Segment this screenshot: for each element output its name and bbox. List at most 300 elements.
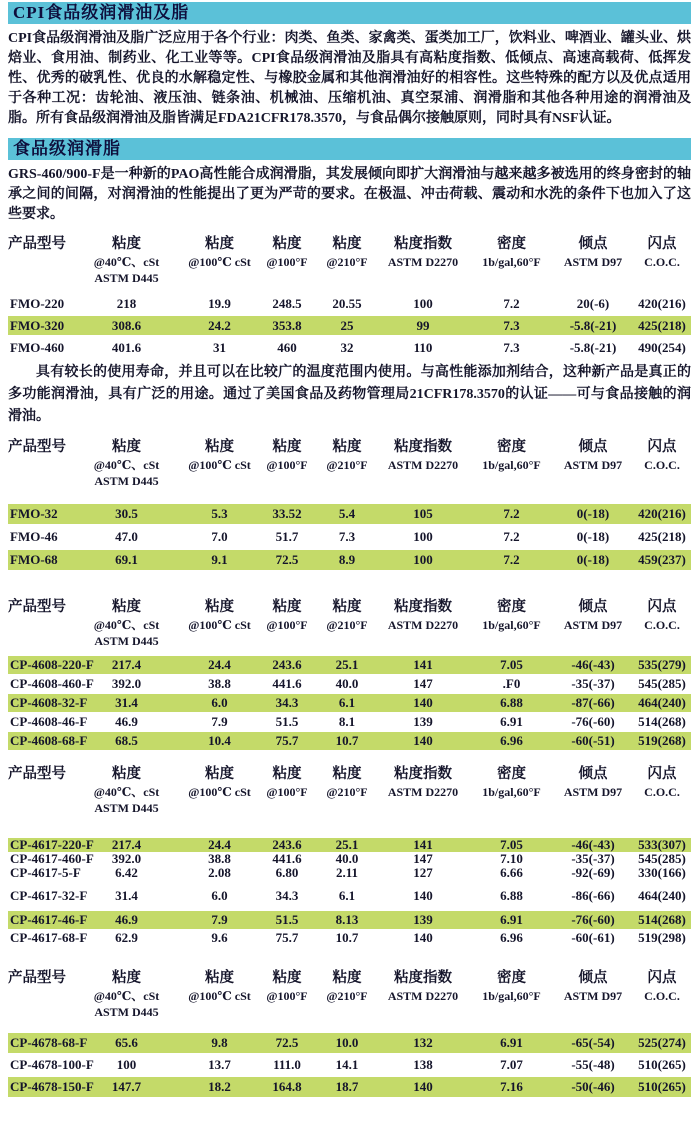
spec-value-cell: 100 [116, 1057, 137, 1072]
spec-value-cell: 9.6 [211, 930, 228, 945]
header-label: 闪点 [647, 236, 677, 252]
spec-value-cell: 31.4 [115, 695, 138, 710]
header-label: 倾点 [578, 599, 608, 615]
spec-value-cell: 14.1 [335, 1057, 359, 1072]
column-header-model [8, 597, 70, 649]
header-sublabel: ASTM D2270 [387, 458, 459, 472]
spec-value-cell: 425(218) [638, 318, 686, 333]
spec-value-cell: 490(254) [638, 340, 686, 355]
header-label: 粘度 [332, 599, 362, 615]
spec-value-cell: .F0 [502, 676, 521, 691]
spec-value-cell: 7.0 [211, 529, 228, 544]
column-header [376, 764, 470, 816]
column-header [376, 234, 470, 286]
spec-value-cell: 75.7 [275, 930, 299, 945]
spec-value-cell: 147.7 [111, 1079, 142, 1094]
spec-value-cell: 545(285) [638, 676, 686, 691]
header-label: 密度 [497, 236, 526, 252]
product-row [8, 338, 691, 357]
spec-value-cell: 10.4 [208, 733, 231, 748]
spec-value-cell: -46(-43) [571, 837, 615, 852]
spec-value-cell: 308.6 [111, 318, 142, 333]
spec-value-cell: 425(218) [638, 529, 686, 544]
header-label: 闪点 [647, 766, 677, 782]
spec-value-cell: 6.91 [500, 912, 523, 927]
header-label: 粘度 [205, 599, 234, 615]
header-label: 粘度 [332, 766, 362, 782]
spec-value-cell: 7.2 [503, 506, 520, 521]
header-sublabel: C.O.C. [644, 618, 680, 632]
spec-value-cell: 248.5 [272, 296, 302, 311]
spec-value-cell: 19.9 [208, 296, 231, 311]
column-header [553, 764, 633, 816]
product-row [8, 316, 691, 335]
spec-value-cell: 6.91 [500, 1035, 523, 1050]
spec-value-cell: 7.2 [503, 552, 520, 567]
cp-4608-series-table [8, 597, 691, 750]
spec-value-cell: -92(-69) [571, 865, 615, 880]
header-label: 倾点 [578, 236, 608, 252]
spec-value-cell: 147 [413, 676, 433, 691]
header-sublabel: C.O.C. [644, 785, 680, 799]
spec-value-cell: 6.1 [338, 888, 356, 903]
spec-value-cell: -86(-66) [571, 888, 615, 903]
spec-value-cell: 100 [413, 529, 433, 544]
spec-value-cell: 7.10 [500, 851, 523, 866]
spec-value-cell: 8.9 [338, 552, 356, 567]
cp-4617-series-table [8, 764, 691, 947]
spec-value-cell: -5.8(-21) [569, 318, 617, 333]
product-model-cell: FMO-46 [10, 529, 58, 544]
spec-value-cell: 127 [413, 865, 433, 880]
spec-value-cell: 8.1 [338, 714, 356, 729]
column-header [470, 234, 553, 286]
header-label: 粘度 [205, 970, 234, 986]
spec-value-cell: -46(-43) [571, 657, 615, 672]
header-label: 倾点 [578, 439, 608, 455]
column-header-model [8, 437, 70, 489]
section-title-grease: 食品级润滑脂 [13, 139, 121, 158]
header-sublabel: @40℃、cSt [93, 618, 160, 632]
spec-value-cell: 533(307) [638, 837, 686, 852]
header-sublabel: ASTM D97 [563, 255, 623, 269]
product-row [8, 866, 691, 880]
spec-value-cell: 7.2 [503, 296, 520, 311]
column-header [256, 234, 318, 286]
header-sublabel: @40℃、cSt [93, 989, 160, 1003]
spec-value-cell: 132 [413, 1035, 433, 1050]
table-header-row [8, 437, 691, 489]
product-row [8, 732, 691, 750]
spec-value-cell: 38.8 [208, 676, 231, 691]
spec-value-cell: 34.3 [275, 888, 299, 903]
spec-value-cell: 69.1 [115, 552, 138, 567]
section-title-bar-grease [8, 138, 691, 160]
header-sublabel: @40℃、cSt [93, 458, 160, 472]
column-header [70, 764, 183, 816]
product-model-cell: CP-4608-68-F [10, 733, 88, 748]
spec-value-cell: 353.8 [272, 318, 302, 333]
header-sublabel: ASTM D445 [94, 271, 159, 285]
spec-value-cell: 46.9 [115, 714, 138, 729]
column-header [633, 234, 691, 286]
spec-value-cell: 7.3 [338, 529, 356, 544]
spec-value-cell: 138 [413, 1057, 433, 1072]
column-header-model [8, 764, 70, 816]
spec-value-cell: 164.8 [272, 1079, 302, 1094]
header-sublabel: C.O.C. [644, 255, 680, 269]
header-label: 粘度 [272, 766, 302, 782]
header-label: 粘度 [205, 766, 234, 782]
header-label: 闪点 [647, 599, 677, 615]
spec-value-cell: 392.0 [111, 676, 142, 691]
spec-value-cell: 243.6 [272, 657, 302, 672]
product-row [8, 656, 691, 674]
spec-value-cell: 6.80 [275, 865, 299, 880]
spec-value-cell: 401.6 [111, 340, 142, 355]
column-header [633, 437, 691, 489]
spec-value-cell: 459(237) [638, 552, 686, 567]
product-model-cell: FMO-32 [10, 506, 58, 521]
product-model-cell: CP-4678-68-F [10, 1035, 88, 1050]
product-row [8, 911, 691, 929]
spec-value-cell: -65(-54) [571, 1035, 615, 1050]
spec-value-cell: 420(216) [638, 296, 686, 311]
spec-value-cell: 519(268) [638, 733, 686, 748]
header-label: 密度 [497, 599, 526, 615]
header-label: 密度 [497, 766, 526, 782]
header-sublabel: ASTM D445 [94, 474, 159, 488]
header-sublabel: @100°F [266, 989, 308, 1003]
header-label: 密度 [497, 439, 526, 455]
spec-value-cell: 25.1 [335, 837, 359, 852]
column-header [70, 597, 183, 649]
column-header [633, 968, 691, 1020]
header-sublabel: ASTM D97 [563, 458, 623, 472]
header-sublabel: @210°F [326, 785, 368, 799]
spec-value-cell: 2.08 [208, 865, 231, 880]
column-header-model [8, 968, 70, 1020]
spec-value-cell: 72.5 [275, 552, 299, 567]
header-sublabel: C.O.C. [644, 458, 680, 472]
spec-value-cell: 40.0 [335, 851, 359, 866]
header-label: 产品型号 [8, 970, 66, 986]
spec-value-cell: -60(-61) [571, 930, 615, 945]
spec-value-cell: 105 [413, 506, 433, 521]
header-sublabel: 1b/gal,60°F [482, 458, 541, 472]
spec-value-cell: -5.8(-21) [569, 340, 617, 355]
header-label: 产品型号 [8, 439, 66, 455]
spec-value-cell: 32 [340, 340, 354, 355]
spec-value-cell: 62.9 [115, 930, 138, 945]
spec-value-cell: 7.07 [500, 1057, 523, 1072]
spec-value-cell: 51.7 [275, 529, 299, 544]
column-header [376, 597, 470, 649]
spec-value-cell: 140 [413, 695, 433, 710]
spec-value-cell: 464(240) [638, 888, 686, 903]
spec-value-cell: 18.7 [335, 1079, 359, 1094]
spec-value-cell: 38.8 [208, 851, 231, 866]
spec-value-cell: -55(-48) [571, 1057, 615, 1072]
column-header [70, 234, 183, 286]
product-model-cell: FMO-220 [10, 296, 65, 311]
fmo-light-grades-table [8, 437, 691, 570]
product-row [8, 294, 691, 313]
grease-intro-paragraph: GRS-460/900-F是一种新的PAO高性能合成润滑脂，其发展倾向即扩大润滑油与越来越多被选用的终身密封的轴承之间的间隔，对润滑油的性能提出了更为严苛的要求。在极温、冲击荷载、震动和水洗的条件下也加入了这些要求。 [8, 167, 691, 222]
header-sublabel: ASTM D2270 [387, 989, 459, 1003]
header-sublabel: @210°F [326, 618, 368, 632]
spec-value-cell: 34.3 [275, 695, 299, 710]
header-sublabel: ASTM D2270 [387, 255, 459, 269]
header-label: 产品型号 [8, 236, 66, 252]
spec-value-cell: -60(-51) [571, 733, 615, 748]
spec-value-cell: 7.05 [500, 837, 523, 852]
spec-value-cell: 441.6 [272, 676, 302, 691]
spec-value-cell: 139 [413, 912, 433, 927]
product-row [8, 852, 691, 866]
header-sublabel: 1b/gal,60°F [482, 989, 541, 1003]
header-label: 粘度 [332, 439, 362, 455]
header-label: 粘度指数 [394, 599, 452, 615]
spec-value-cell: 7.3 [503, 340, 520, 355]
spec-value-cell: 10.0 [335, 1035, 359, 1050]
column-header [256, 597, 318, 649]
column-header [376, 968, 470, 1020]
spec-value-cell: 6.96 [500, 930, 523, 945]
spec-value-cell: 0(-18) [576, 529, 610, 544]
spec-value-cell: 68.5 [115, 733, 138, 748]
spec-value-cell: 2.11 [335, 865, 359, 880]
column-header [376, 437, 470, 489]
header-label: 密度 [497, 970, 526, 986]
product-model-cell: FMO-320 [10, 318, 65, 333]
spec-value-cell: 139 [413, 714, 433, 729]
spec-value-cell: 8.13 [335, 912, 359, 927]
spec-value-cell: 7.9 [211, 714, 228, 729]
spec-value-cell: 40.0 [335, 676, 359, 691]
column-header [256, 968, 318, 1020]
product-row [8, 1055, 691, 1075]
header-label: 粘度指数 [394, 439, 452, 455]
product-model-cell: CP-4608-220-F [10, 657, 94, 672]
header-sublabel: ASTM D445 [94, 1005, 159, 1019]
spec-value-cell: -87(-66) [571, 695, 615, 710]
spec-value-cell: 464(240) [638, 695, 686, 710]
spec-value-cell: 243.6 [272, 837, 302, 852]
header-label: 粘度 [112, 970, 141, 986]
header-label: 倾点 [578, 970, 608, 986]
product-row [8, 1033, 691, 1053]
spec-value-cell: 0(-18) [576, 506, 610, 521]
spec-value-cell: 31 [213, 340, 226, 355]
product-model-cell: CP-4678-150-F [10, 1079, 94, 1094]
spec-value-cell: 100 [413, 552, 433, 567]
spec-value-cell: 5.4 [338, 506, 356, 521]
header-sublabel: @210°F [326, 989, 368, 1003]
product-model-cell: FMO-460 [10, 340, 65, 355]
product-model-cell: CP-4617-32-F [10, 888, 88, 903]
spec-value-cell: 31.4 [115, 888, 138, 903]
header-sublabel: 1b/gal,60°F [482, 255, 541, 269]
spec-value-cell: 20.55 [332, 296, 362, 311]
spec-value-cell: 46.9 [115, 912, 138, 927]
product-row [8, 504, 691, 524]
header-sublabel: ASTM D2270 [387, 618, 459, 632]
product-row [8, 1077, 691, 1097]
spec-value-cell: 330(166) [638, 865, 686, 880]
column-header [183, 968, 256, 1020]
header-label: 粘度指数 [394, 766, 452, 782]
spec-value-cell: -76(-60) [571, 912, 615, 927]
column-header [553, 968, 633, 1020]
spec-value-cell: 100 [413, 296, 433, 311]
product-model-cell: FMO-68 [10, 552, 58, 567]
header-sublabel: @100℃ cSt [188, 458, 251, 472]
spec-value-cell: 7.9 [211, 912, 228, 927]
spec-value-cell: 6.88 [500, 695, 523, 710]
spec-value-cell: 7.16 [500, 1079, 523, 1094]
product-model-cell: CP-4608-32-F [10, 695, 88, 710]
table-header-row [8, 968, 691, 1020]
column-header [183, 234, 256, 286]
header-label: 粘度 [112, 439, 141, 455]
table-header-row [8, 597, 691, 649]
spec-value-cell: 535(279) [638, 657, 686, 672]
spec-value-cell: 6.0 [211, 695, 228, 710]
product-model-cell: CP-4617-460-F [10, 851, 94, 866]
spec-value-cell: 514(268) [638, 912, 686, 927]
header-sublabel: @100℃ cSt [188, 618, 251, 632]
spec-value-cell: 392.0 [111, 851, 142, 866]
product-row [8, 713, 691, 731]
column-header [183, 597, 256, 649]
column-header [318, 234, 376, 286]
header-sublabel: ASTM D445 [94, 634, 159, 648]
column-header [633, 764, 691, 816]
column-header [318, 764, 376, 816]
header-sublabel: 1b/gal,60°F [482, 785, 541, 799]
product-row [8, 527, 691, 547]
spec-value-cell: -76(-60) [571, 714, 615, 729]
spec-value-cell: 6.0 [211, 888, 228, 903]
header-sublabel: ASTM D445 [94, 801, 159, 815]
header-sublabel: @100℃ cSt [188, 989, 251, 1003]
column-header [183, 437, 256, 489]
spec-value-cell: 7.2 [503, 529, 520, 544]
spec-value-cell: 47.0 [115, 529, 138, 544]
spec-value-cell: 420(216) [638, 506, 686, 521]
header-label: 倾点 [578, 766, 608, 782]
product-row [8, 838, 691, 852]
header-label: 闪点 [647, 970, 677, 986]
header-sublabel: ASTM D97 [563, 785, 623, 799]
column-header [70, 437, 183, 489]
spec-value-cell: 6.88 [500, 888, 523, 903]
product-model-cell: CP-4617-46-F [10, 912, 88, 927]
header-label: 粘度 [332, 970, 362, 986]
spec-value-cell: 460 [277, 340, 297, 355]
product-row [8, 550, 691, 570]
fmo-heavy-grades-table [8, 234, 691, 357]
product-model-cell: CP-4608-46-F [10, 714, 88, 729]
spec-value-cell: 141 [413, 837, 433, 852]
header-sublabel: @100°F [266, 255, 308, 269]
spec-value-cell: 24.4 [208, 837, 231, 852]
spec-value-cell: 111.0 [273, 1057, 301, 1072]
spec-value-cell: 147 [413, 851, 433, 866]
product-row [8, 929, 691, 947]
header-label: 粘度 [112, 236, 141, 252]
product-model-cell: CP-4617-220-F [10, 837, 94, 852]
spec-value-cell: 18.2 [208, 1079, 231, 1094]
table-header-row [8, 764, 691, 816]
header-label: 粘度 [332, 236, 362, 252]
spec-value-cell: 514(268) [638, 714, 686, 729]
spec-value-cell: 24.4 [208, 657, 231, 672]
column-header [553, 597, 633, 649]
spec-value-cell: 10.7 [335, 733, 359, 748]
header-sublabel: @210°F [326, 458, 368, 472]
header-sublabel: @100℃ cSt [188, 255, 251, 269]
product-row [8, 675, 691, 693]
product-row [8, 887, 691, 905]
spec-value-cell: 30.5 [115, 506, 138, 521]
spec-value-cell: 33.52 [272, 506, 302, 521]
fmo-benefits-paragraph: 具有较长的使用寿命，并且可以在比较广的温度范围内使用。与高性能添加剂结合，这种新产品是真正的多功能润滑油，具有广泛的用途。通过了美国食品及药物管理局21CFR178.3570的认证——可与食品接触的润滑油。 [8, 365, 691, 424]
product-model-cell: CP-4608-460-F [10, 676, 94, 691]
spec-value-cell: 217.4 [111, 837, 142, 852]
header-label: 闪点 [647, 439, 677, 455]
spec-value-cell: 441.6 [272, 851, 302, 866]
spec-value-cell: 6.1 [338, 695, 356, 710]
spec-value-cell: 545(285) [638, 851, 686, 866]
column-header [183, 764, 256, 816]
spec-value-cell: 525(274) [638, 1035, 686, 1050]
spec-value-cell: 6.91 [500, 714, 523, 729]
header-label: 产品型号 [8, 766, 66, 782]
column-header [553, 437, 633, 489]
column-header [470, 437, 553, 489]
section-title-bar-oil [8, 2, 691, 24]
column-header [470, 764, 553, 816]
product-model-cell: CP-4617-5-F [10, 865, 81, 880]
header-label: 粘度 [112, 766, 141, 782]
header-sublabel: @100°F [266, 785, 308, 799]
spec-value-cell: 519(298) [638, 930, 686, 945]
spec-value-cell: 51.5 [275, 912, 299, 927]
spec-value-cell: -50(-46) [571, 1079, 615, 1094]
header-sublabel: @210°F [326, 255, 368, 269]
spec-value-cell: 25 [340, 318, 354, 333]
header-label: 粘度 [272, 439, 302, 455]
spec-value-cell: 217.4 [111, 657, 142, 672]
spec-value-cell: 75.7 [275, 733, 299, 748]
product-model-cell: CP-4678-100-F [10, 1057, 94, 1072]
header-sublabel: @100°F [266, 458, 308, 472]
header-label: 粘度 [272, 599, 302, 615]
spec-value-cell: 9.1 [211, 552, 228, 567]
oil-intro-paragraph: CPI食品级润滑油及脂广泛应用于各个行业：肉类、鱼类、家禽类、蛋类加工厂，饮料业、啤酒业、罐头业、烘焙业、食用油、制药业、化工业等等。CPI食品级润滑油及脂具有高粘度指数、低倾点、高速高载荷、低挥发性、优秀的破乳性、优良的水解稳定性、与橡胶金属和其他润滑油好的相容性。这些特殊的配方以及优点适用于各种工况：齿轮油、液压油、链条油、机械油、压缩机油、真空泵浦、润滑脂和其他各种用途的润滑油及脂。所有食品级润滑油及脂皆满足FDA21CFR178.3570，与食品偶尔接触原则，同时具有NSF认证。 [8, 31, 691, 126]
spec-value-cell: 140 [413, 733, 433, 748]
header-sublabel: @100°F [266, 618, 308, 632]
section-title-oil: CPI食品级润滑油及脂 [13, 3, 190, 22]
spec-value-cell: 110 [413, 340, 433, 355]
header-label: 粘度 [205, 439, 234, 455]
spec-value-cell: 140 [413, 1079, 433, 1094]
spec-value-cell: 510(265) [638, 1057, 686, 1072]
header-label: 粘度 [112, 599, 141, 615]
column-header [256, 764, 318, 816]
